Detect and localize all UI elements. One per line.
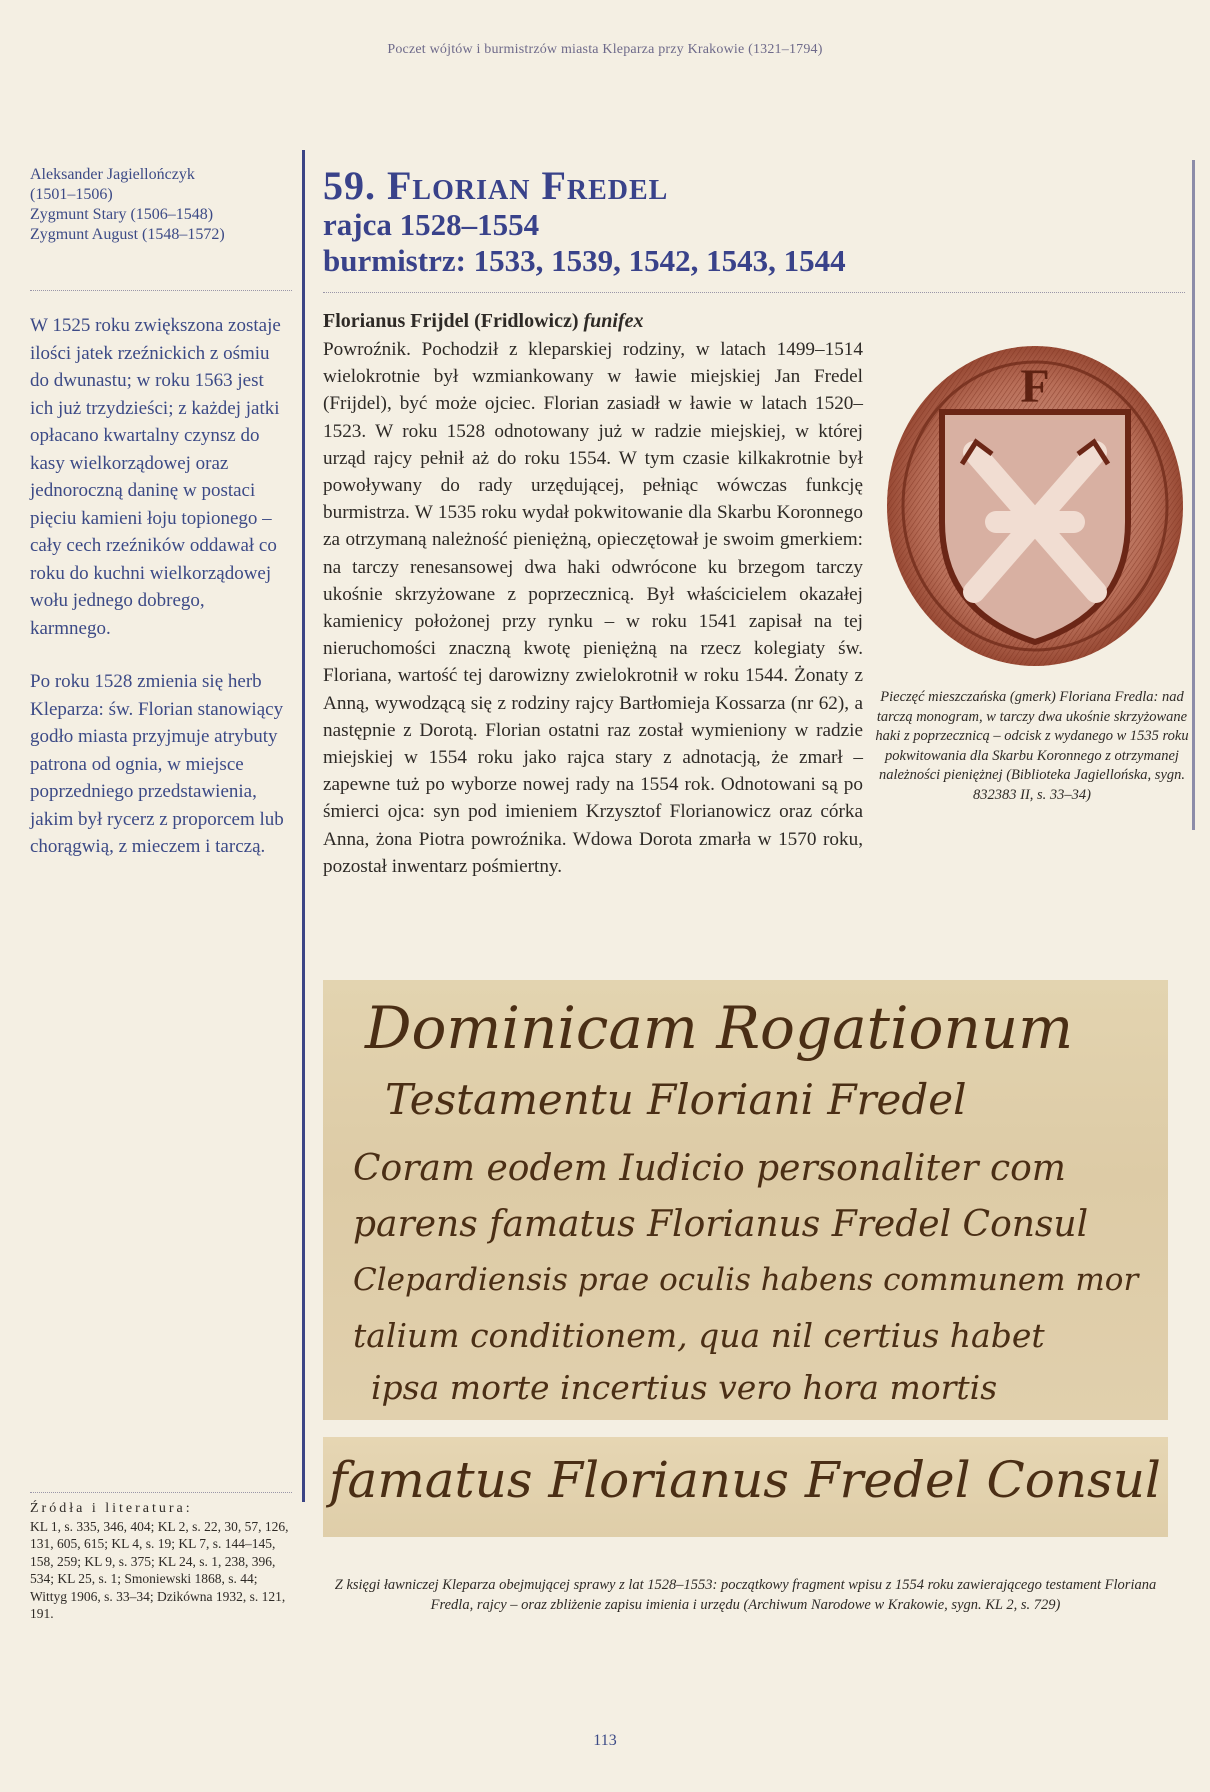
dotted-divider — [30, 1492, 292, 1493]
entry-body — [323, 336, 863, 880]
reign-item: (1501–1506) — [30, 186, 113, 203]
seal-caption: Pieczęć mieszczańska (gmerk) Floriana Fredla: nad tarczą monogram, w tarczy dwa ukośnie skrzyżowane haki z poprzecznicą – odcisk z wydanego w 1535 roku pokwitowania dla Skarbu Koronnego z otrzymanej należności pieniężnej (Biblioteka Jagiellońska, sygn. 832383 II, s. 33–34) — [875, 689, 1189, 803]
seal-monogram: F — [1020, 360, 1050, 413]
manuscript-detail-line: famatus Florianus Fredel Consul — [329, 1451, 1161, 1509]
office-mayor: burmistrz: 1533, 1539, 1542, 1543, 1544 — [323, 243, 846, 278]
seal-image — [884, 342, 1186, 670]
dotted-divider — [323, 292, 1185, 293]
column-rule — [302, 150, 305, 1502]
entry-body-text: Powroźnik. Pochodził z kleparskiej rodziny, w latach 1499–1514 wielokrotnie był wzmiankowany w ławie miejskiej Jan Fredel (Frijdel), być może ojciec. Florian zasiadł w ławie w latach 1520–1523. W roku 1528 odnotowany już w radzie miejskiej, w której urząd rajcy pełnił aż do roku 1554. W tym czasie kilkakrotnie był powoływany do rady urzędującej, pełniąc wówczas funkcję burmistrza. W 1535 roku wydał pokwitowanie dla Skarbu Koronnego za otrzymaną należność pieniężną, opieczętował je swoim gmerkiem: na tarczy renesansowej dwa haki odwrócone ku brzegom tarczy ukośnie skrzyżowane z poprzecznicą. Był właścicielem okazałej kamienicy położonej przy rynku – w roku 1541 zapisał na tej nieruchomości znaczną kwotę pieniężną na rzecz kolegiaty św. Floriana, wartość tej darowizny zwielokrotnił w roku 1544. Żonaty z Anną, wywodzącą się z rodziny rajcy Bartłomieja Kossarza (nr 62), a następnie z Dorotą. Florian ostatni raz został wymieniony w radzie miejskiej w 1554 roku jako rajca stary z adnotacją, że zmarł – zapewne tuż po wyborze nowej rady na 1554 rok. Odnotowani są po śmierci ojca: syn pod imieniem Krzysztof Florianowicz oraz córka Anna, żona Piotra powroźnika. Wdowa Dorota zmarła w 1570 roku, pozostał inwentarz pośmiertny. — [323, 339, 863, 877]
running-head: Poczet wójtów i burmistrzów miasta Kleparza przy Krakowie (1321–1794) — [387, 42, 823, 57]
sources-label: Źródła i literatura: — [30, 1501, 193, 1516]
sidebar-paragraph: W 1525 roku zwiększona zostaje ilości jatek rzeźnickich z ośmiu do dwunastu; w roku 1563 jest ich już trzydzieści; z każdej jatki opłacano kwartalny czynsz do kasy wielkorządowej oraz jednoroczną daninę w postaci pięciu kamieni łoju topionego – cały cech rzeźników oddawał co roku do kuchni wielkorządowej wołu jednego dobrego, karmnego. — [30, 315, 281, 639]
reign-list — [30, 165, 280, 245]
reign-item: Zygmunt Stary (1506–1548) — [30, 206, 214, 223]
reign-item: Zygmunt August (1548–1572) — [30, 226, 225, 243]
manuscript-line: talium conditionem, qua nil certius habet — [353, 1316, 1045, 1355]
dotted-divider — [30, 290, 292, 291]
manuscript-line: parens famatus Florianus Fredel Consul — [353, 1204, 1089, 1245]
reign-item: Aleksander Jagiellończyk — [30, 166, 195, 183]
entry-latin-name — [323, 310, 863, 333]
entry-person-name: Florian Fredel — [387, 163, 669, 208]
manuscript-image — [323, 980, 1168, 1420]
page-number: 113 — [593, 1732, 617, 1749]
latin-name-italic: funifex — [583, 310, 644, 332]
sources — [30, 1500, 292, 1623]
latin-name-roman: Florianus Frijdel (Fridlowicz) — [323, 310, 579, 332]
manuscript-caption: Z księgi ławniczej Kleparza obejmującej sprawy z lat 1528–1553: początkowy fragment wpisu z 1554 roku zawierającego testament Floriana Fredla, rajcy – oraz zbliżenie zapisu imienia i urzędu (Archiwum Narodowe w Krakowie, sygn. KL 2, s. 729) — [334, 1577, 1157, 1613]
sources-text: KL 1, s. 335, 346, 404; KL 2, s. 22, 30, 57, 126, 131, 605, 615; KL 4, s. 19; KL 7, s. 144–145, 158, 259; KL 9, s. 375; KL 24, s. 1, 238, 396, 534; KL 25, s. 1; Smoniewski 1868, s. 44; Wittyg 1906, s. 33–34; Dzikówna 1932, s. 121, 191. — [30, 1518, 289, 1621]
manuscript-detail-image — [323, 1437, 1168, 1537]
manuscript-line: Dominicam Rogationum — [365, 994, 1074, 1062]
office-councillor: rajca 1528–1554 — [323, 207, 540, 242]
manuscript-line: Testamentu Floriani Fredel — [385, 1075, 967, 1124]
sidebar-paragraph: Po roku 1528 zmienia się herb Kleparza: św. Florian stanowiący godło miasta przyjmuje atrybuty patrona od ognia, w miejsce poprzedniego przedstawienia, jakim był rycerz z proporcem lub chorągwią, z mieczem i tarczą. — [30, 671, 284, 857]
manuscript-line: Clepardiensis prae oculis habens communem mor — [353, 1262, 1139, 1298]
manuscript-line: Coram eodem Iudicio personaliter com — [353, 1148, 1066, 1189]
entry-title — [323, 164, 1183, 208]
right-margin-rule — [1192, 160, 1195, 830]
manuscript-line: ipsa morte incertius vero hora mortis — [371, 1368, 998, 1407]
entry-number: 59. — [323, 163, 376, 208]
sidebar — [30, 312, 290, 887]
